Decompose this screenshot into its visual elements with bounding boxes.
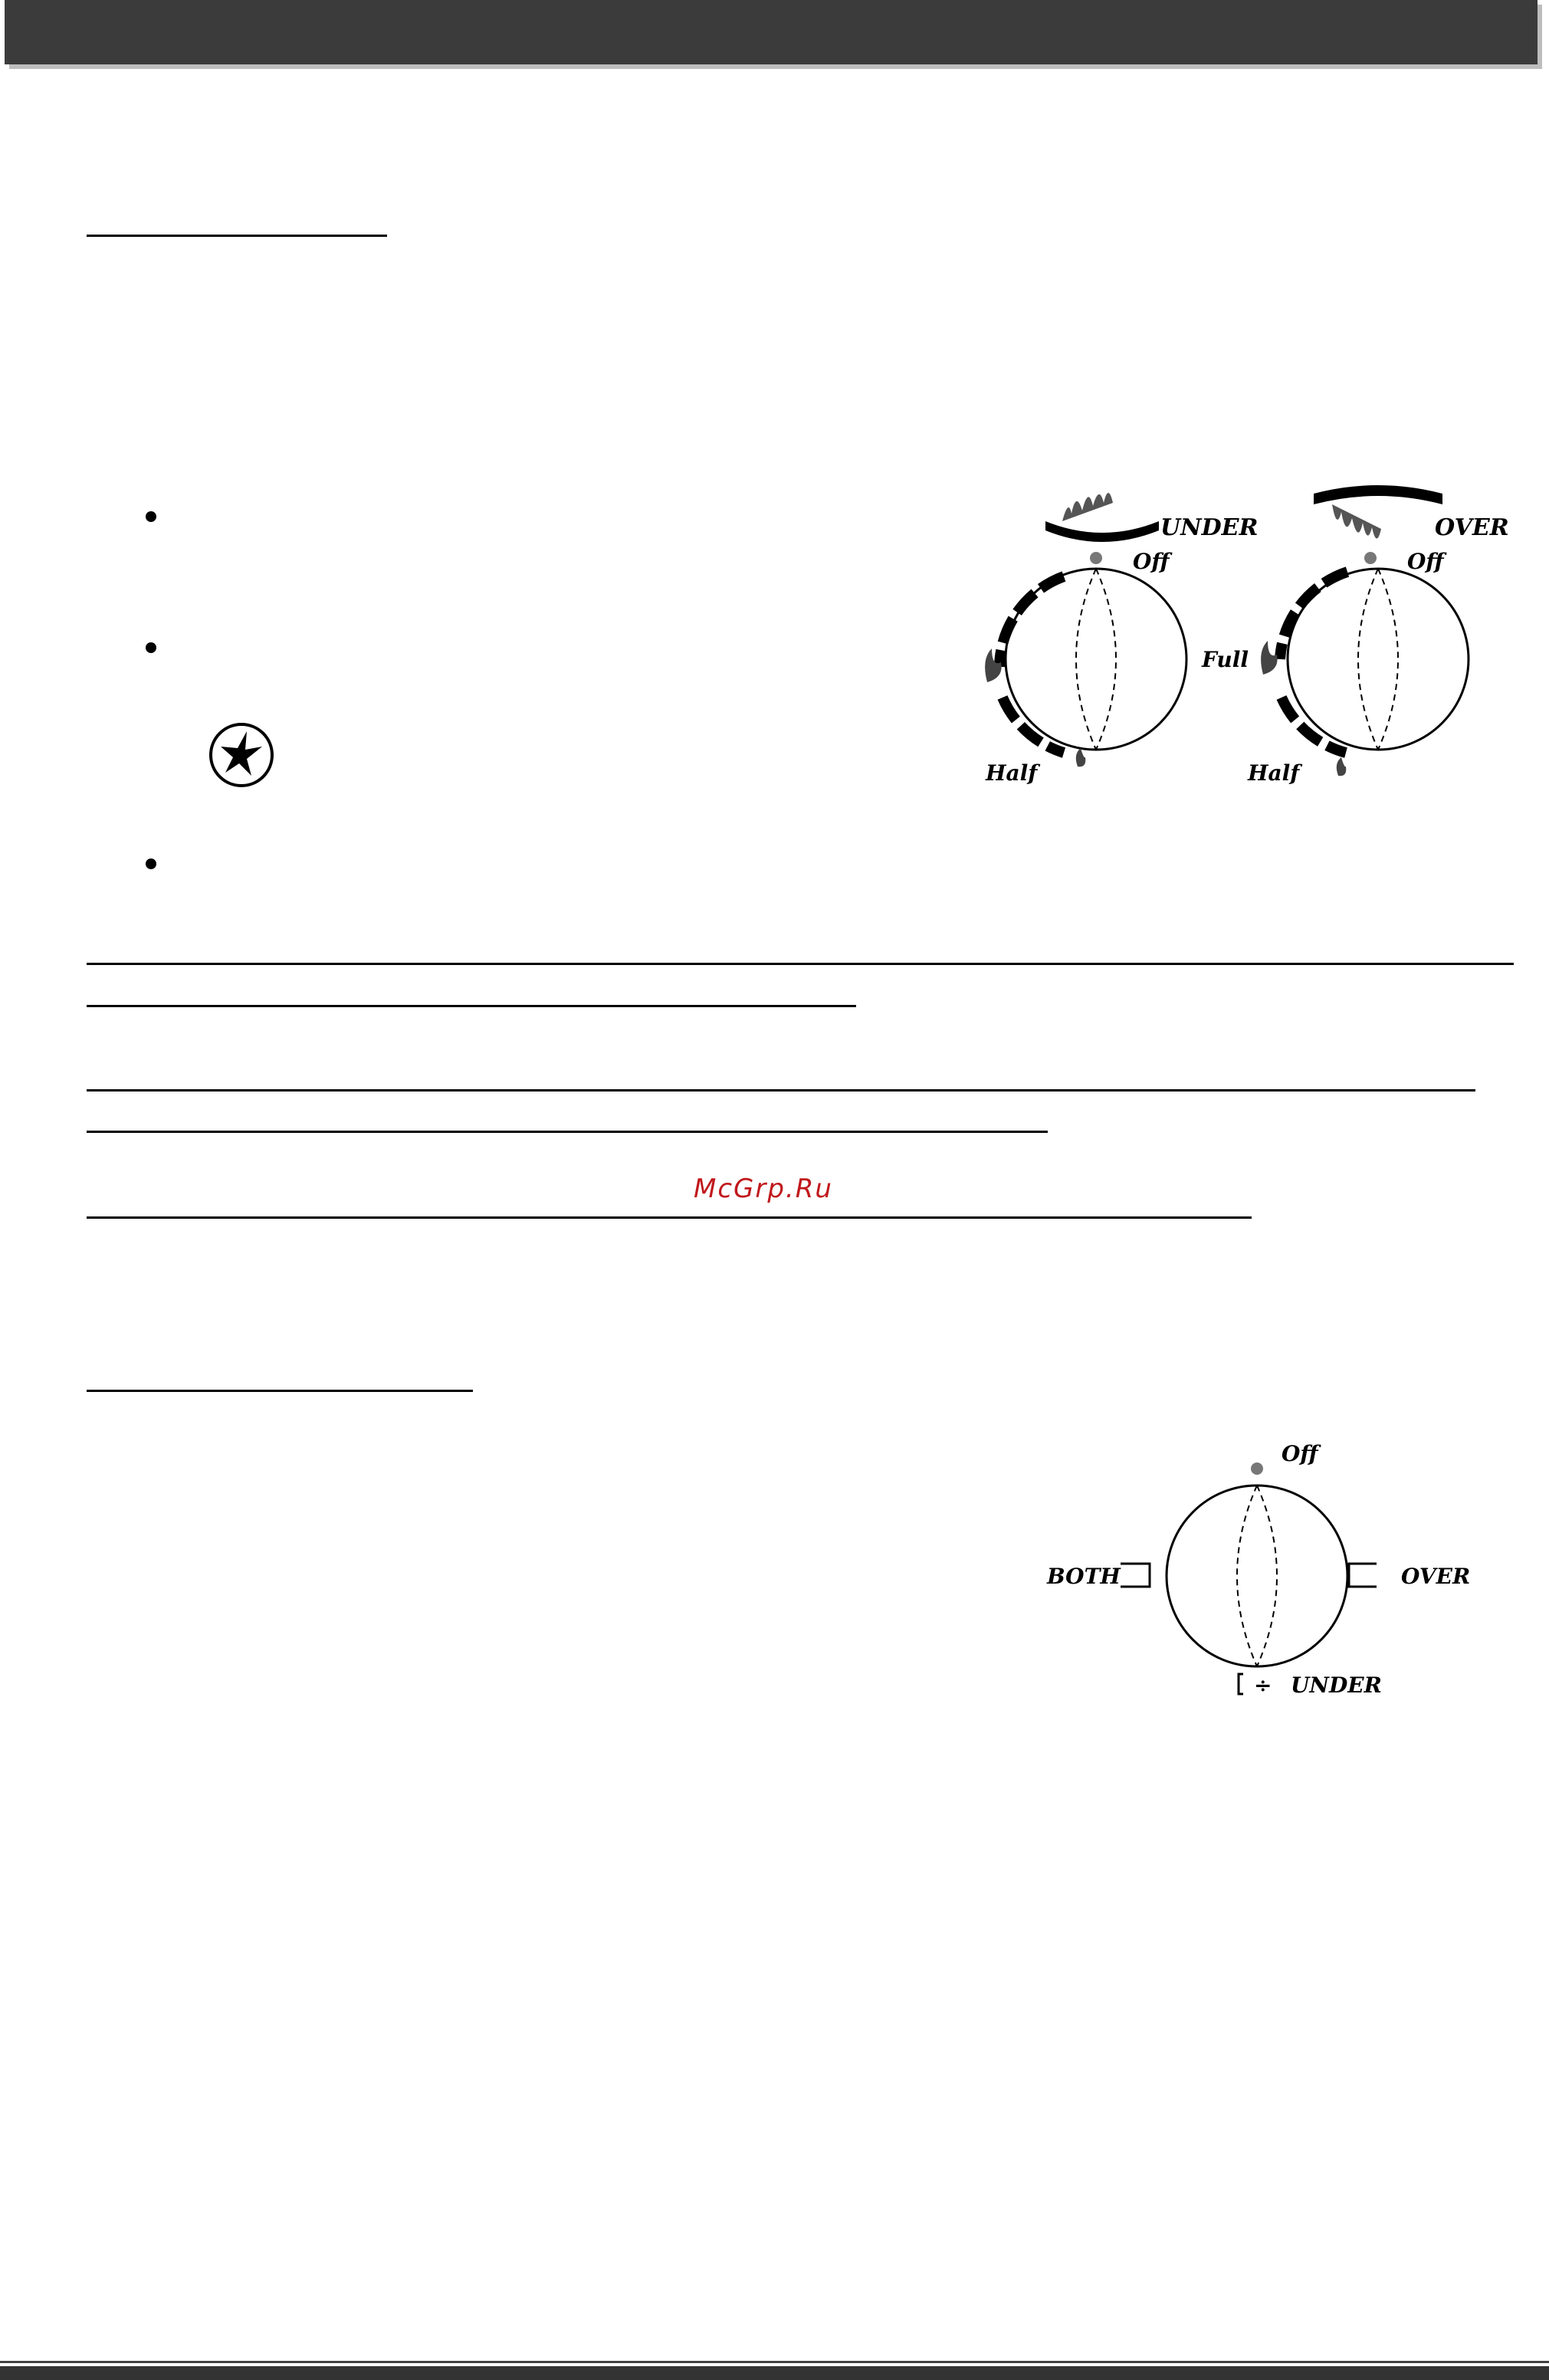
both-position-icon [1121, 1564, 1150, 1587]
selector-under-label: UNDER [1291, 1673, 1382, 1698]
over-burner-flame-icon [1314, 485, 1442, 539]
bullet [146, 642, 156, 653]
footer-rule [0, 2361, 1549, 2363]
off-indicator-dot [1090, 552, 1102, 564]
section-heading-underline [87, 235, 387, 237]
selector-dial [1167, 1485, 1347, 1666]
under-burner-flame-icon [1045, 493, 1159, 542]
under-label: UNDER [1160, 514, 1259, 541]
under-position-icon [1239, 1674, 1243, 1694]
text-underline [87, 1089, 1475, 1092]
watermark: McGrp.Ru [694, 1174, 833, 1204]
half-label-left: Half [986, 760, 1038, 786]
selector-over-label: OVER [1401, 1564, 1471, 1589]
bullet [146, 858, 156, 869]
under-divider-glyph: ÷ [1254, 1673, 1272, 1698]
off-label-left: Off [1133, 549, 1170, 574]
full-label: Full [1202, 647, 1249, 672]
small-flame-icon [1337, 757, 1347, 776]
header-bar [5, 0, 1538, 64]
bullet [146, 511, 156, 522]
section-heading-underline [87, 1390, 473, 1392]
star-ignition-icon [207, 721, 276, 790]
selector-off-label: Off [1282, 1441, 1318, 1466]
both-label: BOTH [1047, 1564, 1121, 1589]
small-flame-icon [1076, 748, 1086, 767]
text-underline [87, 1131, 1048, 1133]
burner-controls-diagram [972, 475, 1524, 790]
off-indicator-dot [1251, 1462, 1263, 1475]
footer-bar [0, 2366, 1549, 2380]
over-label: OVER [1435, 514, 1509, 541]
text-underline [87, 1005, 856, 1007]
text-underline [87, 963, 1514, 965]
text-underline [87, 1216, 1252, 1219]
half-label-right: Half [1248, 760, 1300, 786]
burner-selector-diagram [1042, 1433, 1487, 1702]
off-indicator-dot [1364, 552, 1377, 564]
over-position-icon [1349, 1564, 1377, 1587]
off-label-right: Off [1407, 549, 1444, 574]
flame-icon [1261, 641, 1278, 675]
